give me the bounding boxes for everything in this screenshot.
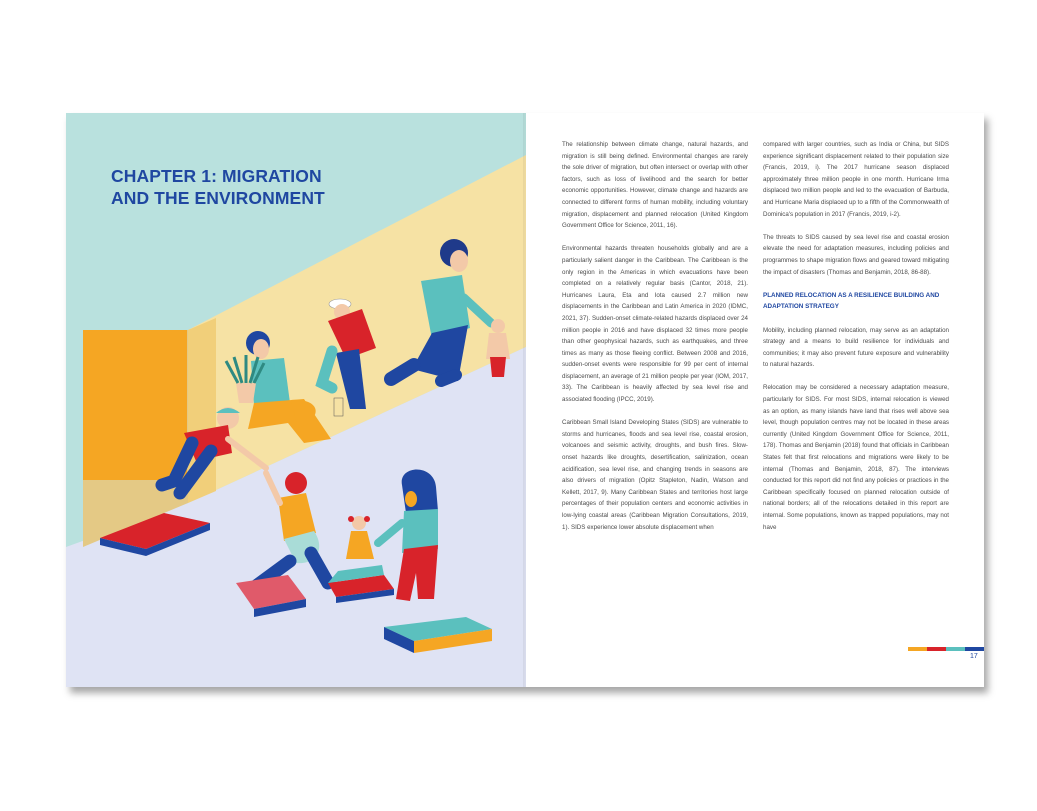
strip-segment-blue bbox=[965, 647, 984, 651]
paragraph: Environmental hazards threaten households globally and are a particularly salient danger in the Caribbean. The Caribbean is the only region in the Americas in which evacuations have been completed on a relatively regular basis (Cantor, 2018, 21). Hurricanes Laura, Eta and Iota caused 2.7 million new displacements in the Caribbean and Latin America in 2020 (IDMC, 2021, 37). Sudden-onset climate-related hazards displaced over 24 million people in 2016 and have displaced 32 times more people than other geophysical hazards, such as earthquakes, and three times as many as those fleeing conflict. Between 2008 and 2016, sudden-onset events were responsible for 99 per cent of internal displacement, an average of 21 million people per year (IOM, 2017, 33). The Caribbean is heavily affected by sea level rise and associated flooding (IPCC, 2019). bbox=[562, 245, 748, 404]
paragraph: The relationship between climate change, natural hazards, and migration is still being defined. Environmental changes are rarely the sole driver of migration, but often intersect or overlap with other factors, such as loss of livelihood and the search for better economic opportunities. However, climate change and hazards are connected to different forms of human mobility, including voluntary migration, displacement and planned relocation (United Kingdom Government Office for Science, 2011, 16). bbox=[562, 141, 748, 230]
strip-segment-teal bbox=[946, 647, 965, 651]
chapter-title-line-1: CHAPTER 1: MIGRATION bbox=[111, 166, 322, 186]
text-column-right bbox=[763, 139, 949, 545]
text-column-left bbox=[562, 139, 748, 545]
right-page-text bbox=[526, 113, 984, 687]
strip-segment-orange bbox=[908, 647, 927, 651]
book-spread bbox=[66, 113, 984, 687]
section-heading: PLANNED RELOCATION AS A RESILIENCE BUILDING AND ADAPTATION STRATEGY bbox=[763, 291, 940, 311]
wall-door-icon bbox=[83, 330, 187, 480]
paragraph: compared with larger countries, such as India or China, but SIDS experience significant displacement related to their population size (Francis, 2019, i). The 2017 hurricane season displaced approximately three million people in one month. Hurricane Irma displaced two million people and led to the evacuation of Barbuda, and Hurricane Maria displaced up to a fifth of the Commonwealth of Dominica's population in 2017 (Francis, 2019, i-2). bbox=[763, 141, 949, 218]
decorative-color-strip bbox=[908, 647, 984, 651]
paragraph: The threats to SIDS caused by sea level rise and coastal erosion elevate the need for adaptation measures, including policies and programmes to shape migration flows and geared toward mitigating the impact of disasters (Thomas and Benjamin, 2018, 86-88). bbox=[763, 233, 949, 276]
chapter-title-line-2: AND THE ENVIRONMENT bbox=[111, 188, 325, 208]
left-page-illustration bbox=[66, 113, 526, 687]
strip-segment-red bbox=[927, 647, 946, 651]
paragraph: Relocation may be considered a necessary adaptation measure, particularly for SIDS. For most SIDS, internal relocation is viewed as an option, as many islands have land that rises well above sea level, though population centres may not be located in these areas currently (United Kingdom Government Office for Science, 2011, 178). Thomas and Benjamin (2018) found that officials in Caribbean States felt that first relocations and migrations were likely to be internal (Thomas and Benjamin, 2018, 87). The interviews conducted for this report did not find any policies or practices in the Caribbean specifically focused on planned relocation outside of national borders; all of the relocations detailed in this report are internal. Some populations, known as trapped populations, may not have bbox=[763, 384, 949, 531]
paragraph: Mobility, including planned relocation, may serve as an adaptation strategy and a means to build resilience for individuals and communities; it may also prevent future exposure and vulnerability to natural hazards. bbox=[763, 326, 949, 369]
page-number: 17 bbox=[970, 653, 978, 660]
paragraph: Caribbean Small Island Developing States (SIDS) are vulnerable to storms and hurricanes, floods and sea level rise, coastal erosion, volcanoes and seismic activity, droughts, and bush fires. Slow-onset hazards like droughts, desertification, salinization, ocean acidification, sea level rise, and changing trends in seasons are also drivers of migration (Opitz Stapleton, Nadin, Watson and Kellett, 2017, 9). Many Caribbean States and territories host large percentages of their population centers and economic activities in low-lying coastal areas (Caribbean Migration Consultations, 2019, 1). SIDS experience lower absolute displacement when bbox=[562, 419, 748, 531]
chapter-title bbox=[111, 165, 411, 209]
